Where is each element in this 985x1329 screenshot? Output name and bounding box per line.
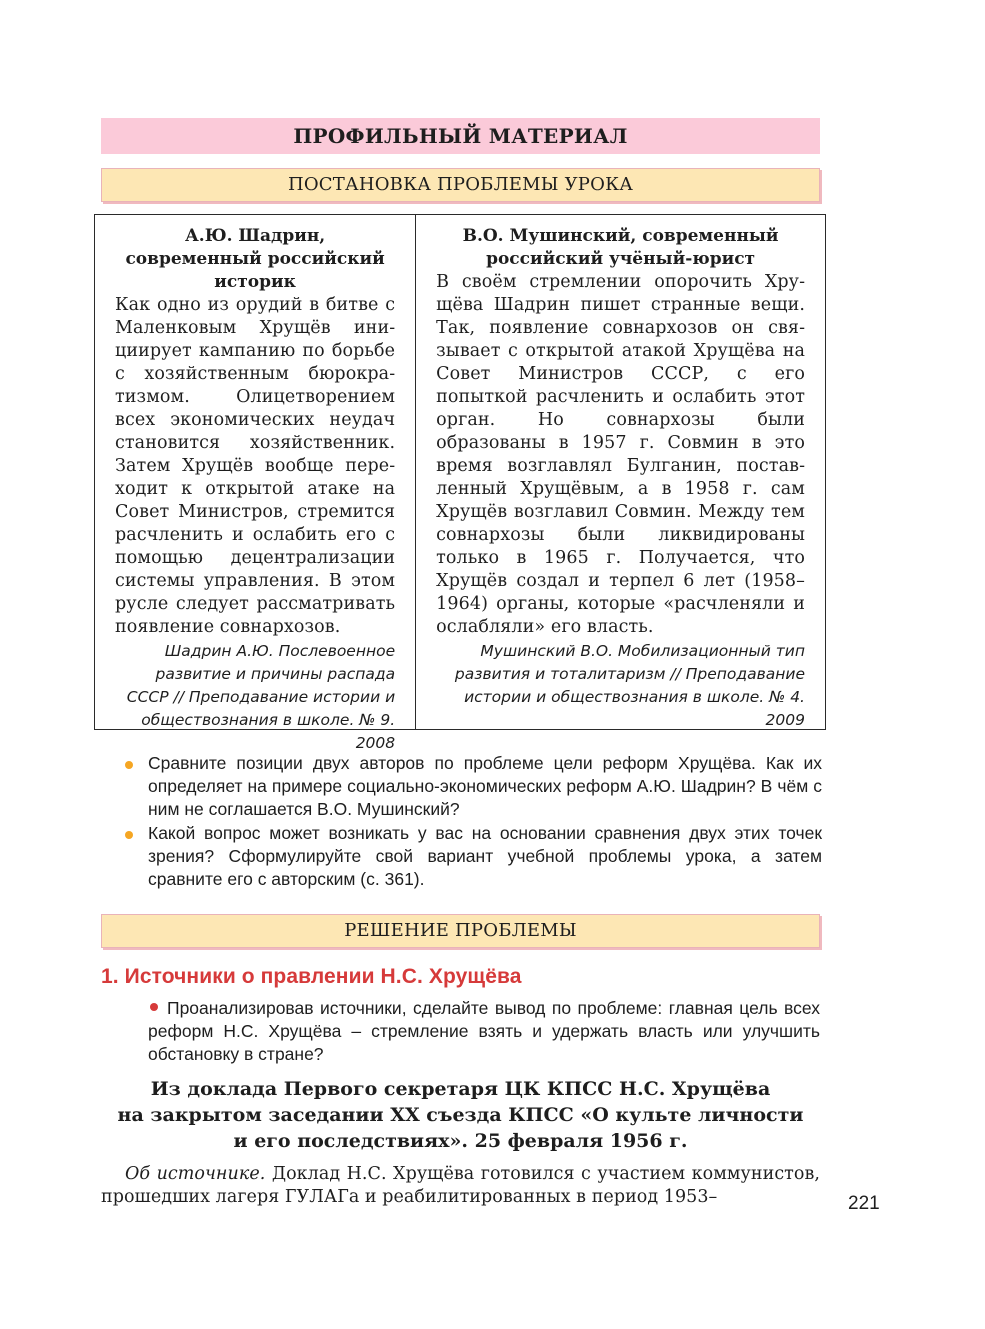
solution-banner: РЕШЕНИЕ ПРОБЛЕМЫ xyxy=(101,914,820,948)
shadrin-column xyxy=(95,215,416,752)
task-text: Проанализировав источники, сделайте вывод по проблеме: главная цель всех реформ Н.С. Хрущёва – стремление взять и удержать власть или улучшить обстановку в стране? xyxy=(148,998,820,1064)
question-item xyxy=(122,822,822,891)
question-text: Сравните позиции двух авторов по проблеме цели реформ Хрущёва. Как их определяет на примере социально-экономических реформ А.Ю. Шадрин? В чём с ним не соглашается В.О. Мушинский? xyxy=(148,753,822,819)
mushinsky-citation: Мушинский В.О. Мобилизационный тип развития и тоталитаризм // Преподавание истории и обществознания в школе. № 4. 2009 xyxy=(454,642,805,729)
profile-material-banner: ПРОФИЛЬНЫЙ МАТЕРИАЛ xyxy=(101,118,820,154)
mushinsky-text: В своём стремлении опорочить Хрущёва Шадрин пишет странные вещи. Так, появление совнархозов он связывает с открытой атакой Хрущёва на Совет Министров СССР, с его попыткой расчленить и ослабить этот орган. Но совнархозы были образованы в 1957 г. Совмин в это время возглавлял Булганин, поставленный Хрущёвым, а в 1958 г. сам Хрущёв возглавил Совмин. Между тем совнархозы были ликвидированы только в 1965 г. Получается, что Хрущёв создал и терпел 6 лет (1958–1964) органы, которые «расчленяли и ослабляли» его власть. xyxy=(436,272,805,637)
bullet-icon xyxy=(125,831,133,839)
document-title-line: и его последствиях». 25 февраля 1956 г. xyxy=(233,1130,688,1152)
section-heading: 1. Источники о правлении Н.С. Хрущёва xyxy=(101,965,522,988)
bullet-icon xyxy=(125,761,133,769)
author-comparison-table xyxy=(94,214,826,752)
document-title xyxy=(101,1076,820,1154)
mushinsky-author: В.О. Мушинский, современный российский учёный-юрист xyxy=(462,226,779,269)
task-paragraph xyxy=(148,997,820,1066)
document-title-line: на закрытом заседании XX съезда КПСС «О культе личности xyxy=(117,1104,804,1126)
mushinsky-column xyxy=(416,215,825,729)
about-source-text: Доклад Н.С. Хрущёва готовился с участием коммунистов, прошедших лагеря ГУЛАГа и реабилитированных в период 1953– xyxy=(101,1164,820,1207)
shadrin-citation: Шадрин А.Ю. Послевоенное развитие и причины распада СССР // Преподавание истории и обществознания в школе. № 9. 2008 xyxy=(126,642,396,752)
document-title-line: Из доклада Первого секретаря ЦК КПСС Н.С. Хрущёва xyxy=(150,1078,771,1100)
problem-statement-banner: ПОСТАНОВКА ПРОБЛЕМЫ УРОКА xyxy=(101,168,820,202)
about-source-paragraph xyxy=(101,1163,820,1209)
bullet-icon xyxy=(150,1003,158,1011)
shadrin-text: Как одно из орудий в битве с Маленковым Хрущёв инициирует кампанию по борьбе с хозяйственным бюрократизмом. Олицетворением всех экономических неудач становится хозяйственник. Затем Хрущёв вообще переходит к открытой атаке на Совет Министров, стремится расчленить и ослабить его с помощью децентрализации системы управления. В этом русле следует рассматривать появление совнархозов. xyxy=(115,295,396,637)
page-number: 221 xyxy=(848,1193,880,1214)
shadrin-author: А.Ю. Шадрин, современный российский историк xyxy=(125,226,385,292)
question-item xyxy=(122,752,822,821)
question-text: Какой вопрос может возникать у вас на основании сравнения двух этих точек зрения? Сформулируйте свой вариант учебной проблемы урока, а затем сравните его с авторским (с. 361). xyxy=(148,823,822,889)
about-source-label: Об источнике. xyxy=(125,1164,266,1184)
question-list xyxy=(122,752,822,892)
